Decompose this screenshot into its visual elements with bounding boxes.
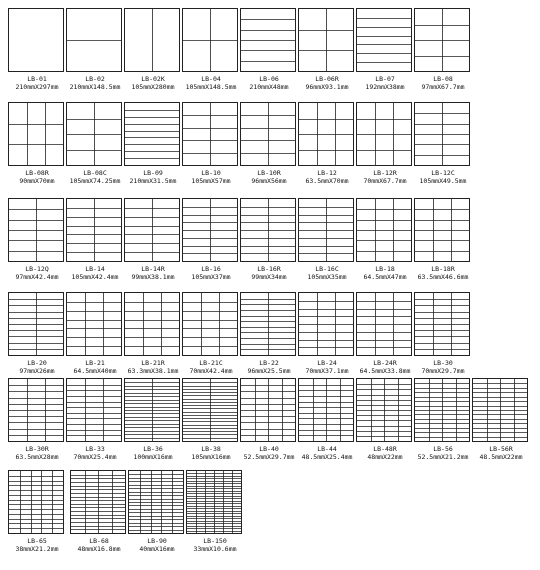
label-code: LB-30 — [433, 359, 453, 367]
label-size: 70mmX42.4mm — [189, 367, 233, 375]
label-layout-thumbnail — [66, 198, 122, 262]
label-grid-lines — [357, 9, 411, 71]
label-grid-lines — [183, 103, 237, 165]
label-grid-lines — [187, 471, 241, 533]
label-grid-lines — [357, 379, 411, 441]
label-size: 48.5mmX25.4mm — [301, 453, 353, 461]
label-layout-thumbnail — [8, 470, 64, 534]
label-layout-thumbnail — [8, 292, 64, 356]
label-grid-lines — [299, 379, 353, 441]
label-layout-thumbnail — [298, 292, 354, 356]
label-layout-thumbnail — [240, 198, 296, 262]
label-grid-lines — [241, 9, 295, 71]
label-grid-lines — [183, 379, 237, 441]
label-layout-thumbnail — [298, 198, 354, 262]
label-layout-thumbnail — [182, 292, 238, 356]
label-size: 97mmX42.4mm — [15, 273, 59, 281]
label-layout-thumbnail — [124, 378, 180, 442]
label-layout-thumbnail — [8, 8, 64, 72]
label-grid-lines — [129, 471, 183, 533]
label-code: LB-04 — [201, 75, 221, 83]
label-layout-thumbnail — [8, 198, 64, 262]
label-grid-lines — [299, 293, 353, 355]
label-size: 100mmX16mm — [133, 453, 173, 461]
label-grid-lines — [415, 199, 469, 261]
label-grid-lines — [125, 9, 179, 71]
label-code: LB-08R — [25, 169, 49, 177]
label-code: LB-12R — [373, 169, 397, 177]
label-size: 99mmX34mm — [251, 273, 287, 281]
label-size: 70mmX37.1mm — [305, 367, 349, 375]
label-layout-thumbnail — [414, 8, 470, 72]
label-size: 192mmX38mm — [365, 83, 405, 91]
label-layout-thumbnail — [240, 8, 296, 72]
label-size: 105mmX37mm — [191, 273, 231, 281]
label-code: LB-07 — [375, 75, 395, 83]
label-grid-lines — [183, 293, 237, 355]
label-size: 97mmX67.7mm — [421, 83, 465, 91]
label-grid-lines — [9, 9, 63, 71]
label-code: LB-90 — [147, 537, 167, 545]
label-code: LB-22 — [259, 359, 279, 367]
label-grid-lines — [67, 9, 121, 71]
label-layout-thumbnail — [66, 102, 122, 166]
label-layout-thumbnail — [182, 102, 238, 166]
label-grid-lines — [67, 103, 121, 165]
label-size: 63.3mmX38.1mm — [127, 367, 179, 375]
label-grid-lines — [241, 103, 295, 165]
label-layout-thumbnail — [298, 8, 354, 72]
label-grid-lines — [9, 379, 63, 441]
label-code: LB-21 — [85, 359, 105, 367]
label-size: 210mmX148.5mm — [69, 83, 121, 91]
label-code: LB-68 — [89, 537, 109, 545]
label-code: LB-16R — [257, 265, 281, 273]
label-code: LB-20 — [27, 359, 47, 367]
label-code: LB-36 — [143, 445, 163, 453]
label-grid-lines — [67, 293, 121, 355]
label-layout-thumbnail — [240, 102, 296, 166]
label-size: 96mmX93.1mm — [305, 83, 349, 91]
label-layout-thumbnail — [66, 378, 122, 442]
label-size: 63.5mmX70mm — [305, 177, 349, 185]
label-grid-lines — [241, 379, 295, 441]
label-code: LB-33 — [85, 445, 105, 453]
label-layout-thumbnail — [182, 8, 238, 72]
label-grid-lines — [299, 103, 353, 165]
label-code: LB-16C — [315, 265, 339, 273]
label-code: LB-09 — [143, 169, 163, 177]
label-layout-thumbnail — [182, 378, 238, 442]
label-size: 96mmX56mm — [251, 177, 287, 185]
label-code: LB-08C — [83, 169, 107, 177]
label-layout-thumbnail — [356, 8, 412, 72]
label-layout-thumbnail — [356, 102, 412, 166]
label-grid-lines — [241, 199, 295, 261]
label-size: 63.5mmX46.6mm — [417, 273, 469, 281]
label-code: LB-06R — [315, 75, 339, 83]
label-grid-lines — [415, 293, 469, 355]
label-grid-lines — [125, 199, 179, 261]
label-grid-lines — [473, 379, 527, 441]
label-grid-lines — [9, 103, 63, 165]
label-grid-lines — [9, 199, 63, 261]
label-size: 48mmX22mm — [367, 453, 403, 461]
label-grid-lines — [125, 103, 179, 165]
label-code: LB-14R — [141, 265, 165, 273]
label-size: 52.5mmX29.7mm — [243, 453, 295, 461]
label-code: LB-56R — [489, 445, 513, 453]
label-code: LB-12C — [431, 169, 455, 177]
label-layout-thumbnail — [356, 292, 412, 356]
label-size: 105mmX42.4mm — [71, 273, 119, 281]
label-layout-thumbnail — [298, 102, 354, 166]
label-grid-lines — [415, 379, 469, 441]
label-layout-thumbnail — [70, 470, 126, 534]
label-size: 64.5mmX47mm — [363, 273, 407, 281]
label-code: LB-02 — [85, 75, 105, 83]
label-size: 210mmX31.5mm — [129, 177, 177, 185]
label-grid-lines — [299, 9, 353, 71]
label-layout-thumbnail — [298, 378, 354, 442]
label-layout-thumbnail — [240, 378, 296, 442]
label-grid-lines — [67, 199, 121, 261]
label-size: 99mmX38.1mm — [131, 273, 175, 281]
label-size: 105mmX57mm — [191, 177, 231, 185]
label-grid-lines — [357, 103, 411, 165]
label-size: 70mmX67.7mm — [363, 177, 407, 185]
label-grid-lines — [415, 103, 469, 165]
label-layout-thumbnail — [472, 378, 528, 442]
label-size: 64.5mmX33.8mm — [359, 367, 411, 375]
label-grid-lines — [241, 293, 295, 355]
label-layout-thumbnail — [356, 198, 412, 262]
label-size: 97mmX26mm — [19, 367, 55, 375]
label-layout-thumbnail — [124, 292, 180, 356]
label-size: 70mmX29.7mm — [421, 367, 465, 375]
label-layout-thumbnail — [124, 102, 180, 166]
label-grid-lines — [9, 293, 63, 355]
label-code: LB-02K — [141, 75, 165, 83]
label-size: 38mmX21.2mm — [15, 545, 59, 553]
label-size: 52.5mmX21.2mm — [417, 453, 469, 461]
label-grid-lines — [357, 199, 411, 261]
label-layout-thumbnail — [8, 102, 64, 166]
label-layout-thumbnail — [124, 198, 180, 262]
label-grid-lines — [125, 293, 179, 355]
label-grid-lines — [67, 379, 121, 441]
label-code: LB-14 — [85, 265, 105, 273]
label-code: LB-10R — [257, 169, 281, 177]
label-size: 210mmX297mm — [15, 83, 59, 91]
label-grid-lines — [9, 471, 63, 533]
label-grid-lines — [415, 9, 469, 71]
label-code: LB-08 — [433, 75, 453, 83]
label-layout-thumbnail — [66, 8, 122, 72]
label-size: 63.5mmX28mm — [15, 453, 59, 461]
label-size: 48mmX16.8mm — [77, 545, 121, 553]
label-code: LB-150 — [203, 537, 227, 545]
label-layout-thumbnail — [8, 378, 64, 442]
label-size: 105mmX148.5mm — [185, 83, 237, 91]
label-code: LB-40 — [259, 445, 279, 453]
label-grid-lines — [183, 9, 237, 71]
label-size: 70mmX25.4mm — [73, 453, 117, 461]
label-layout-thumbnail — [128, 470, 184, 534]
label-code: LB-21C — [199, 359, 223, 367]
label-code: LB-18 — [375, 265, 395, 273]
label-layout-thumbnail — [414, 102, 470, 166]
label-code: LB-56 — [433, 445, 453, 453]
label-code: LB-01 — [27, 75, 47, 83]
label-code: LB-44 — [317, 445, 337, 453]
label-size: 90mmX70mm — [19, 177, 55, 185]
label-code: LB-21R — [141, 359, 165, 367]
label-grid-lines — [183, 199, 237, 261]
label-code: LB-24R — [373, 359, 397, 367]
label-grid-lines — [71, 471, 125, 533]
label-layout-thumbnail — [356, 378, 412, 442]
label-code: LB-65 — [27, 537, 47, 545]
label-layout-thumbnail — [186, 470, 242, 534]
label-grid-lines — [299, 199, 353, 261]
label-code: LB-12 — [317, 169, 337, 177]
label-grid-lines — [125, 379, 179, 441]
label-size: 105mmX49.5mm — [419, 177, 467, 185]
label-layout-thumbnail — [414, 292, 470, 356]
label-code: LB-12Q — [25, 265, 49, 273]
label-code: LB-10 — [201, 169, 221, 177]
label-layout-thumbnail — [414, 198, 470, 262]
label-size: 96mmX25.5mm — [247, 367, 291, 375]
label-code: LB-24 — [317, 359, 337, 367]
label-layout-thumbnail — [124, 8, 180, 72]
label-size: 105mmX74.25mm — [69, 177, 121, 185]
label-size: 105mmX280mm — [131, 83, 175, 91]
label-size: 105mmX35mm — [307, 273, 347, 281]
label-layout-thumbnail — [414, 378, 470, 442]
label-layout-thumbnail — [66, 292, 122, 356]
label-code: LB-38 — [201, 445, 221, 453]
label-size: 48.5mmX22mm — [479, 453, 523, 461]
label-code: LB-30R — [25, 445, 49, 453]
label-layout-thumbnail — [182, 198, 238, 262]
label-size: 105mmX16mm — [191, 453, 231, 461]
label-size: 33mmX10.6mm — [193, 545, 237, 553]
label-size: 210mmX48mm — [249, 83, 289, 91]
label-size: 64.5mmX40mm — [73, 367, 117, 375]
label-layout-thumbnail — [240, 292, 296, 356]
label-code: LB-06 — [259, 75, 279, 83]
label-code: LB-16 — [201, 265, 221, 273]
label-code: LB-18R — [431, 265, 455, 273]
label-grid-lines — [357, 293, 411, 355]
label-size: 40mmX16mm — [139, 545, 175, 553]
label-code: LB-48R — [373, 445, 397, 453]
